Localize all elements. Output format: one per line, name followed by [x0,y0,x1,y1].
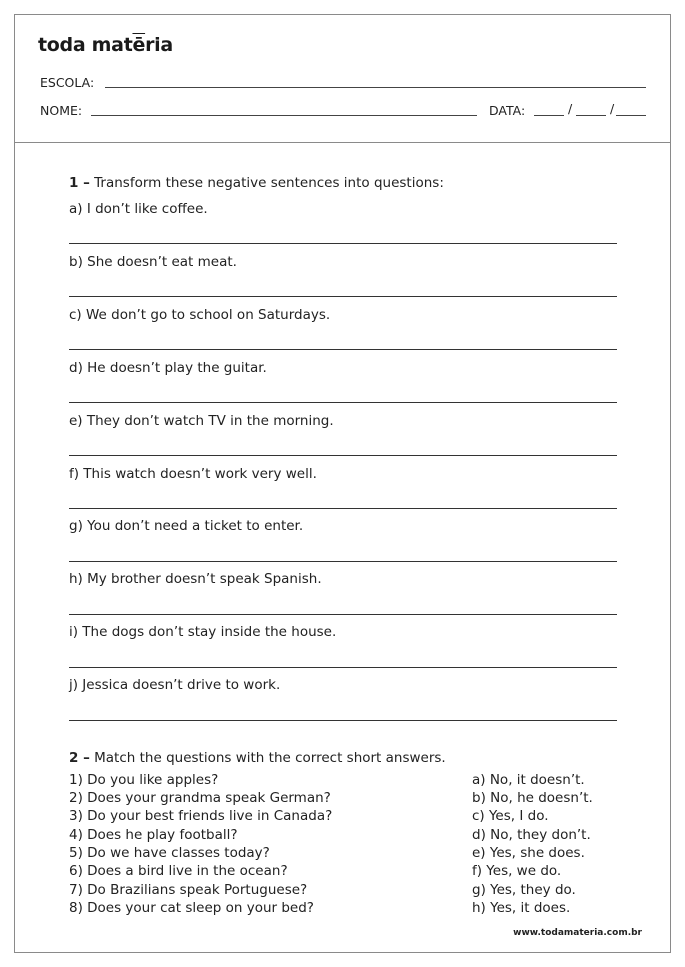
match-question: 7) Do Brazilians speak Portuguese? [69,882,308,898]
exercise-1-title [69,175,444,191]
date-separator: / [568,101,573,116]
match-answer: g) Yes, they do. [472,882,576,898]
match-answer: a) No, it doesn’t. [472,772,585,788]
sentence-d: d) He doesn’t play the guitar. [69,360,267,376]
sentence-i: i) The dogs don’t stay inside the house. [69,624,337,640]
match-answer: b) No, he doesn’t. [472,790,593,806]
sentence-h: h) My brother doesn’t speak Spanish. [69,571,322,587]
match-question: 3) Do your best friends live in Canada? [69,808,333,824]
date-label: DATA: [489,103,526,118]
match-answer: c) Yes, I do. [472,808,549,824]
sentence-g: g) You don’t need a ticket to enter. [69,518,304,534]
date-day-field[interactable] [534,115,564,116]
name-label: NOME: [40,103,83,118]
exercise-1-number: 1 – [69,175,90,191]
match-question: 6) Does a bird live in the ocean? [69,863,288,879]
exercise-2-number: 2 – [69,750,90,766]
answer-line-d[interactable] [69,402,617,403]
sentence-c: c) We don’t go to school on Saturdays. [69,307,331,323]
match-question: 1) Do you like apples? [69,772,219,788]
sentence-f: f) This watch doesn’t work very well. [69,466,317,482]
school-field[interactable] [105,87,646,88]
logo-text-accent: $\overline{ē}$ [132,34,146,56]
sentence-j: j) Jessica doesn’t drive to work. [69,677,281,693]
match-answer: f) Yes, we do. [472,863,562,879]
header-divider [15,142,670,143]
match-answer: h) Yes, it does. [472,900,571,916]
worksheet-frame [14,14,671,953]
answer-line-f[interactable] [69,508,617,509]
sentence-b: b) She doesn’t eat meat. [69,254,237,270]
sentence-e: e) They don’t watch TV in the morning. [69,413,334,429]
exercise-1-instruction: Transform these negative sentences into questions: [94,175,444,191]
logo-text-start: toda mat [38,34,133,56]
match-question: 8) Does your cat sleep on your bed? [69,900,314,916]
exercise-2-title [69,750,446,766]
brand-logo [38,34,173,56]
logo-text-end: ria [145,34,173,56]
match-question: 4) Does he play football? [69,827,238,843]
match-question: 5) Do we have classes today? [69,845,270,861]
answer-line-e[interactable] [69,455,617,456]
exercise-2-instruction: Match the questions with the correct short answers. [94,750,446,766]
answer-line-i[interactable] [69,667,617,668]
school-label: ESCOLA: [40,75,95,90]
answer-line-h[interactable] [69,614,617,615]
answer-line-j[interactable] [69,720,617,721]
name-field[interactable] [91,115,477,116]
answer-line-b[interactable] [69,296,617,297]
date-separator: / [610,101,615,116]
match-answer: e) Yes, she does. [472,845,585,861]
date-month-field[interactable] [576,115,606,116]
match-answer: d) No, they don’t. [472,827,591,843]
answer-line-g[interactable] [69,561,617,562]
footer-url: www.todamateria.com.br [513,928,642,938]
answer-line-a[interactable] [69,243,617,244]
answer-line-c[interactable] [69,349,617,350]
sentence-a: a) I don’t like coffee. [69,201,208,217]
date-year-field[interactable] [616,115,646,116]
match-question: 2) Does your grandma speak German? [69,790,331,806]
